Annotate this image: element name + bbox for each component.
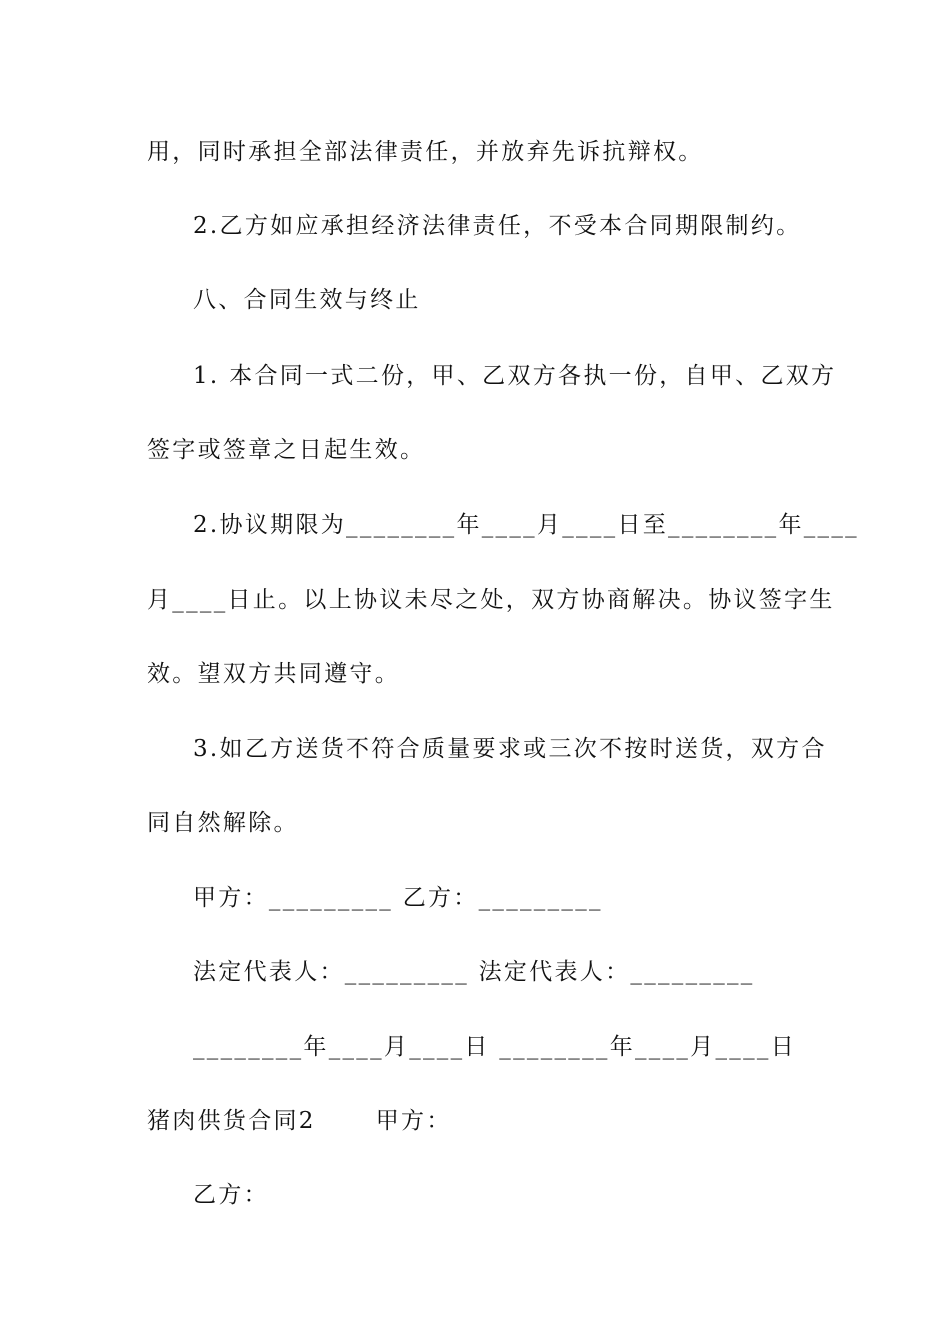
next-contract-title: 猪肉供货合同2 — [147, 1108, 316, 1134]
paragraph-line: 签字或签章之日起生效。 — [147, 437, 426, 463]
signature-date-line: ________年____月____日 ________年____月____日 — [193, 1034, 797, 1060]
next-contract-header — [147, 1106, 452, 1136]
paragraph-line: 月____日止。以上协议未尽之处，双方协商解决。协议签字生 — [147, 587, 835, 613]
party-a-label: 甲方： — [375, 1108, 452, 1134]
clause-line: 2.乙方如应承担经济法律责任，不受本合同期限制约。 — [193, 213, 802, 239]
clause-line: 3.如乙方送货不符合质量要求或三次不按时送货，双方合 — [193, 736, 827, 762]
section-heading: 八、合同生效与终止 — [193, 287, 421, 313]
party-b-label: 乙方： — [193, 1182, 269, 1208]
paragraph-line: 同自然解除。 — [147, 810, 299, 836]
clause-line: 2.协议期限为________年____月____日至________年____ — [193, 512, 859, 538]
clause-line: 1. 本合同一式二份，甲、乙双方各执一份，自甲、乙双方 — [193, 363, 837, 389]
paragraph-line: 效。望双方共同遵守。 — [147, 661, 400, 687]
paragraph-line: 用，同时承担全部法律责任，并放弃先诉抗辩权。 — [147, 139, 704, 165]
signature-party-line: 甲方：_________ 乙方：_________ — [193, 885, 603, 911]
signature-representative-line: 法定代表人：_________ 法定代表人：_________ — [193, 959, 755, 985]
